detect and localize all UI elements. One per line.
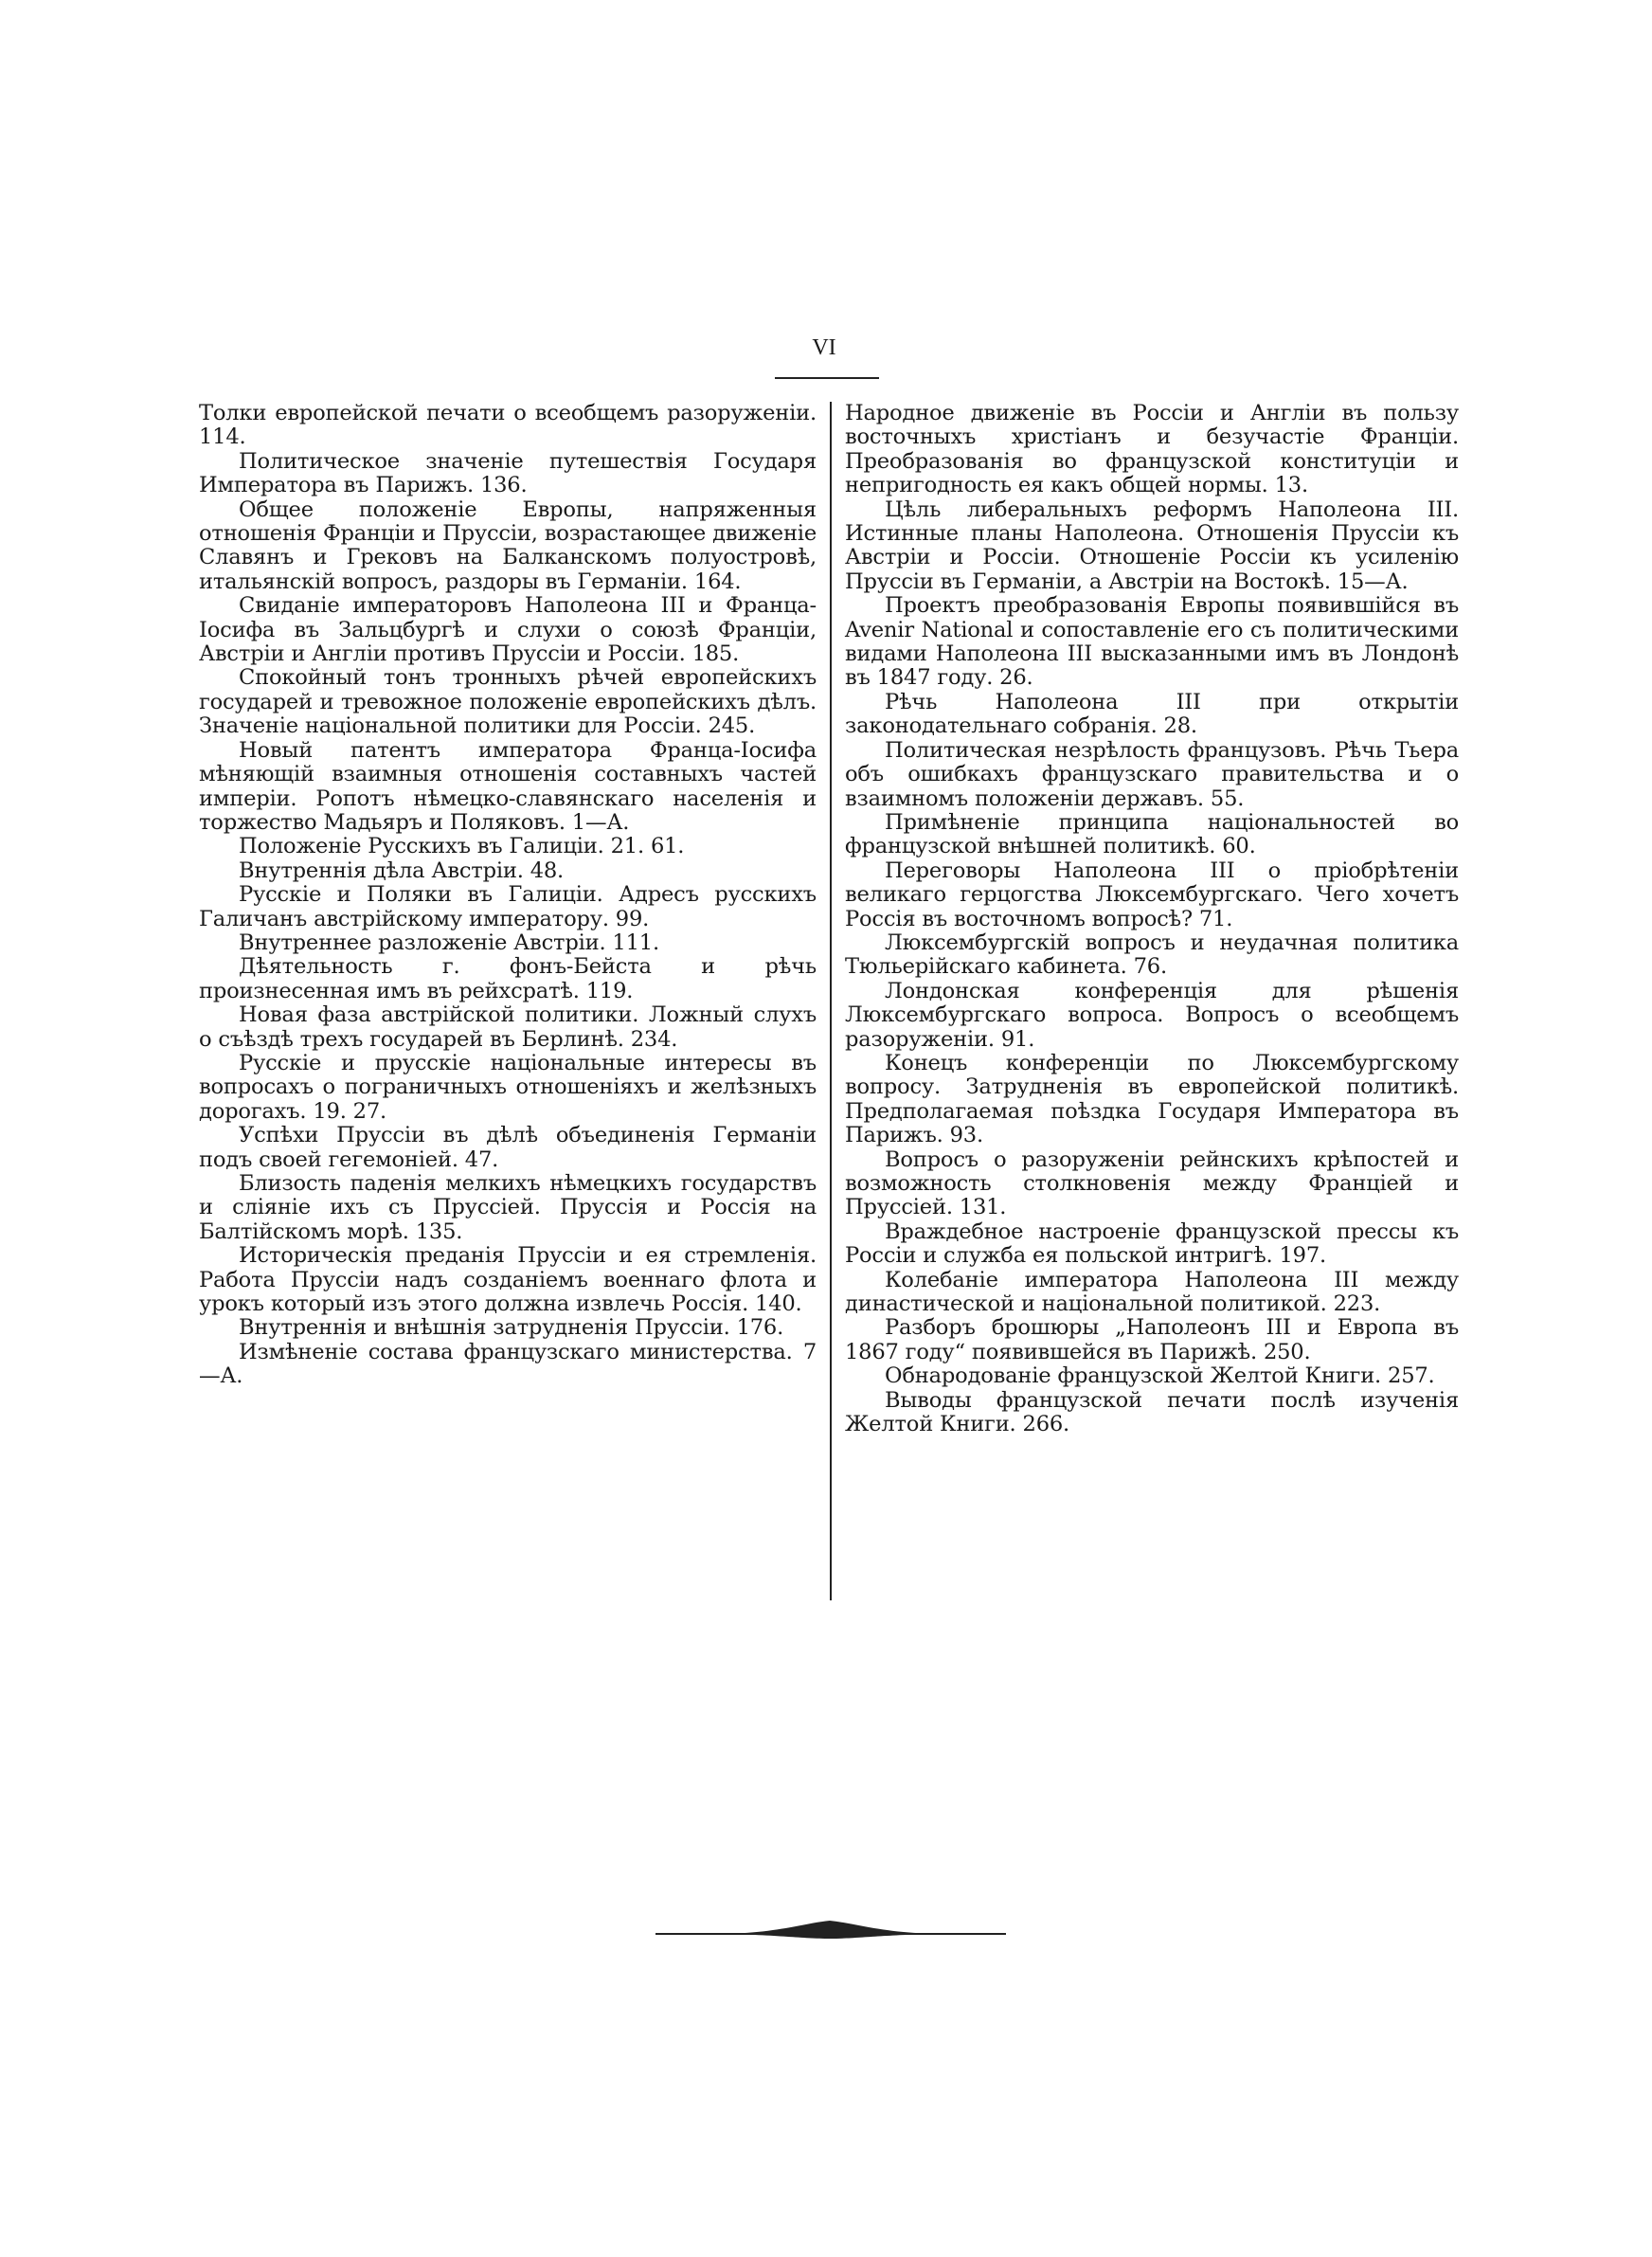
list-item: Свиданіе императоровъ Наполеона III и Франца-Іосифа въ Зальцбургѣ и слухи о союзѣ Франціи, Австріи и Англіи противъ Пруссіи и Россіи. 185. xyxy=(199,593,817,667)
list-item: Русскіе и Поляки въ Галиціи. Адресъ русскихъ Галичанъ австрійскому императору. 99. xyxy=(199,882,817,931)
list-item: Политическая незрѣлость французовъ. Рѣчь Тьера объ ошибкахъ французскаго правительства и о взаимномъ положеніи державъ. 55. xyxy=(845,737,1459,811)
list-item: Примѣненіе принципа національностей во французской внѣшней политикѣ. 60. xyxy=(845,809,1459,859)
column-divider xyxy=(830,402,832,1600)
list-item: Внутреннее разложеніе Австріи. 111. xyxy=(239,930,659,955)
list-item: Разборъ брошюры „Наполеонъ III и Европа въ 1867 году“ появившейся въ Парижѣ. 250. xyxy=(845,1315,1459,1364)
list-item: Выводы французской печати послѣ изученія Желтой Книги. 266. xyxy=(845,1387,1459,1437)
list-item: Колебаніе императора Наполеона III между династической и національной политикой. 223. xyxy=(845,1267,1459,1317)
list-item: Переговоры Наполеона III о пріобрѣтеніи великаго герцогства Люксембургскаго. Чего хочетъ Россія въ восточномъ вопросѣ? 71. xyxy=(845,858,1459,931)
list-item: Спокойный тонъ тронныхъ рѣчей европейскихъ государей и тревожное положеніе европейскихъ дѣлъ. Значеніе національной политики для Россіи. 245. xyxy=(199,665,817,739)
page-number-rule xyxy=(775,377,879,379)
end-ornament xyxy=(655,1918,1006,1942)
list-item: Конецъ конференціи по Люксембургскому вопросу. Затрудненія въ европейской политикѣ. Предполагаемая поѣздка Государя Императора въ Парижъ. 93. xyxy=(845,1050,1459,1148)
list-item: Успѣхи Пруссіи въ дѣлѣ объединенія Германіи подъ своей гегемоніей. 47. xyxy=(199,1123,817,1172)
list-item: Новый патентъ императора Франца-Іосифа мѣняющій взаимныя отношенія составныхъ частей имперіи. Ропотъ нѣмецко-славянскаго населенія и торжество Мадьяръ и Поляковъ. 1—А. xyxy=(199,737,817,835)
list-item: Цѣль либеральныхъ реформъ Наполеона III. Истинные планы Наполеона. Отношенія Пруссіи къ Австріи и Россіи. Отношеніе Россіи къ усиленію Пруссіи въ Германіи, а Австріи на Востокѣ. 15—А. xyxy=(845,497,1459,594)
right-column xyxy=(845,402,1459,1436)
list-item: Внутреннія и внѣшнія затрудненія Пруссіи. 176. xyxy=(239,1315,784,1341)
list-item: Общее положеніе Европы, напряженныя отношенія Франціи и Пруссіи, возрастающее движеніе Славянъ и Грековъ на Балканскомъ полуостровѣ, итальянскій вопросъ, раздоры въ Германіи. 164. xyxy=(199,497,817,594)
list-item: Внутреннія дѣла Австріи. 48. xyxy=(239,858,565,883)
list-item: Обнародованіе французской Желтой Книги. 257. xyxy=(885,1363,1435,1389)
list-item: Народное движеніе въ Россіи и Англіи въ пользу восточныхъ христіанъ и безучастіе Франціи. Преобразованія во французской конституціи и непригодность ея какъ общей нормы. 13. xyxy=(845,401,1459,498)
list-item: Историческія преданія Пруссіи и ея стремленія. Работа Пруссіи надъ созданіемъ военнаго флота и урокъ который изъ этого должна извлечь Россія. 140. xyxy=(199,1243,817,1317)
list-item: Проектъ преобразованія Европы появившійся въ Avenir National и сопоставленіе его съ политическими видами Наполеона III высказанными имъ въ Лондонѣ въ 1847 году. 26. xyxy=(845,593,1459,691)
list-item: Новая фаза австрійской политики. Ложный слухъ о съѣздѣ трехъ государей въ Берлинѣ. 234. xyxy=(199,1002,817,1052)
list-item: Измѣненіе состава французскаго министерства. 7—А. xyxy=(199,1339,817,1389)
list-item: Дѣятельность г. фонъ-Бейста и рѣчь произнесенная имъ въ рейхсратѣ. 119. xyxy=(199,954,817,1003)
page-number: VI xyxy=(812,335,836,360)
left-column xyxy=(199,402,817,1389)
list-item: Русскіе и прусскіе національные интересы въ вопросахъ о пограничныхъ отношеніяхъ и желѣзныхъ дорогахъ. 19. 27. xyxy=(199,1050,817,1124)
list-item: Положеніе Русскихъ въ Галиціи. 21. 61. xyxy=(239,834,685,859)
list-item: Лондонская конференція для рѣшенія Люксембургскаго вопроса. Вопросъ о всеобщемъ разоруженіи. 91. xyxy=(845,978,1459,1052)
list-item: Вопросъ о разоруженіи рейнскихъ крѣпостей и возможность столкновенія между Франціей и Пруссіей. 131. xyxy=(845,1147,1459,1220)
list-item: Враждебное настроеніе французской прессы къ Россіи и служба ея польской интригѣ. 197. xyxy=(845,1219,1459,1269)
list-item: Близость паденія мелкихъ нѣмецкихъ государствъ и сліяніе ихъ съ Пруссіей. Пруссія и Россія на Балтійскомъ морѣ. 135. xyxy=(199,1171,817,1244)
list-item: Политическое значеніе путешествія Государя Императора въ Парижъ. 136. xyxy=(199,448,817,498)
list-item: Толки европейской печати о всеобщемъ разоруженіи. 114. xyxy=(199,401,817,450)
list-item: Рѣчь Наполеона III при открытіи законодательнаго собранія. 28. xyxy=(845,689,1459,739)
list-item: Люксембургскій вопросъ и неудачная политика Тюльерійскаго кабинета. 76. xyxy=(845,930,1459,980)
